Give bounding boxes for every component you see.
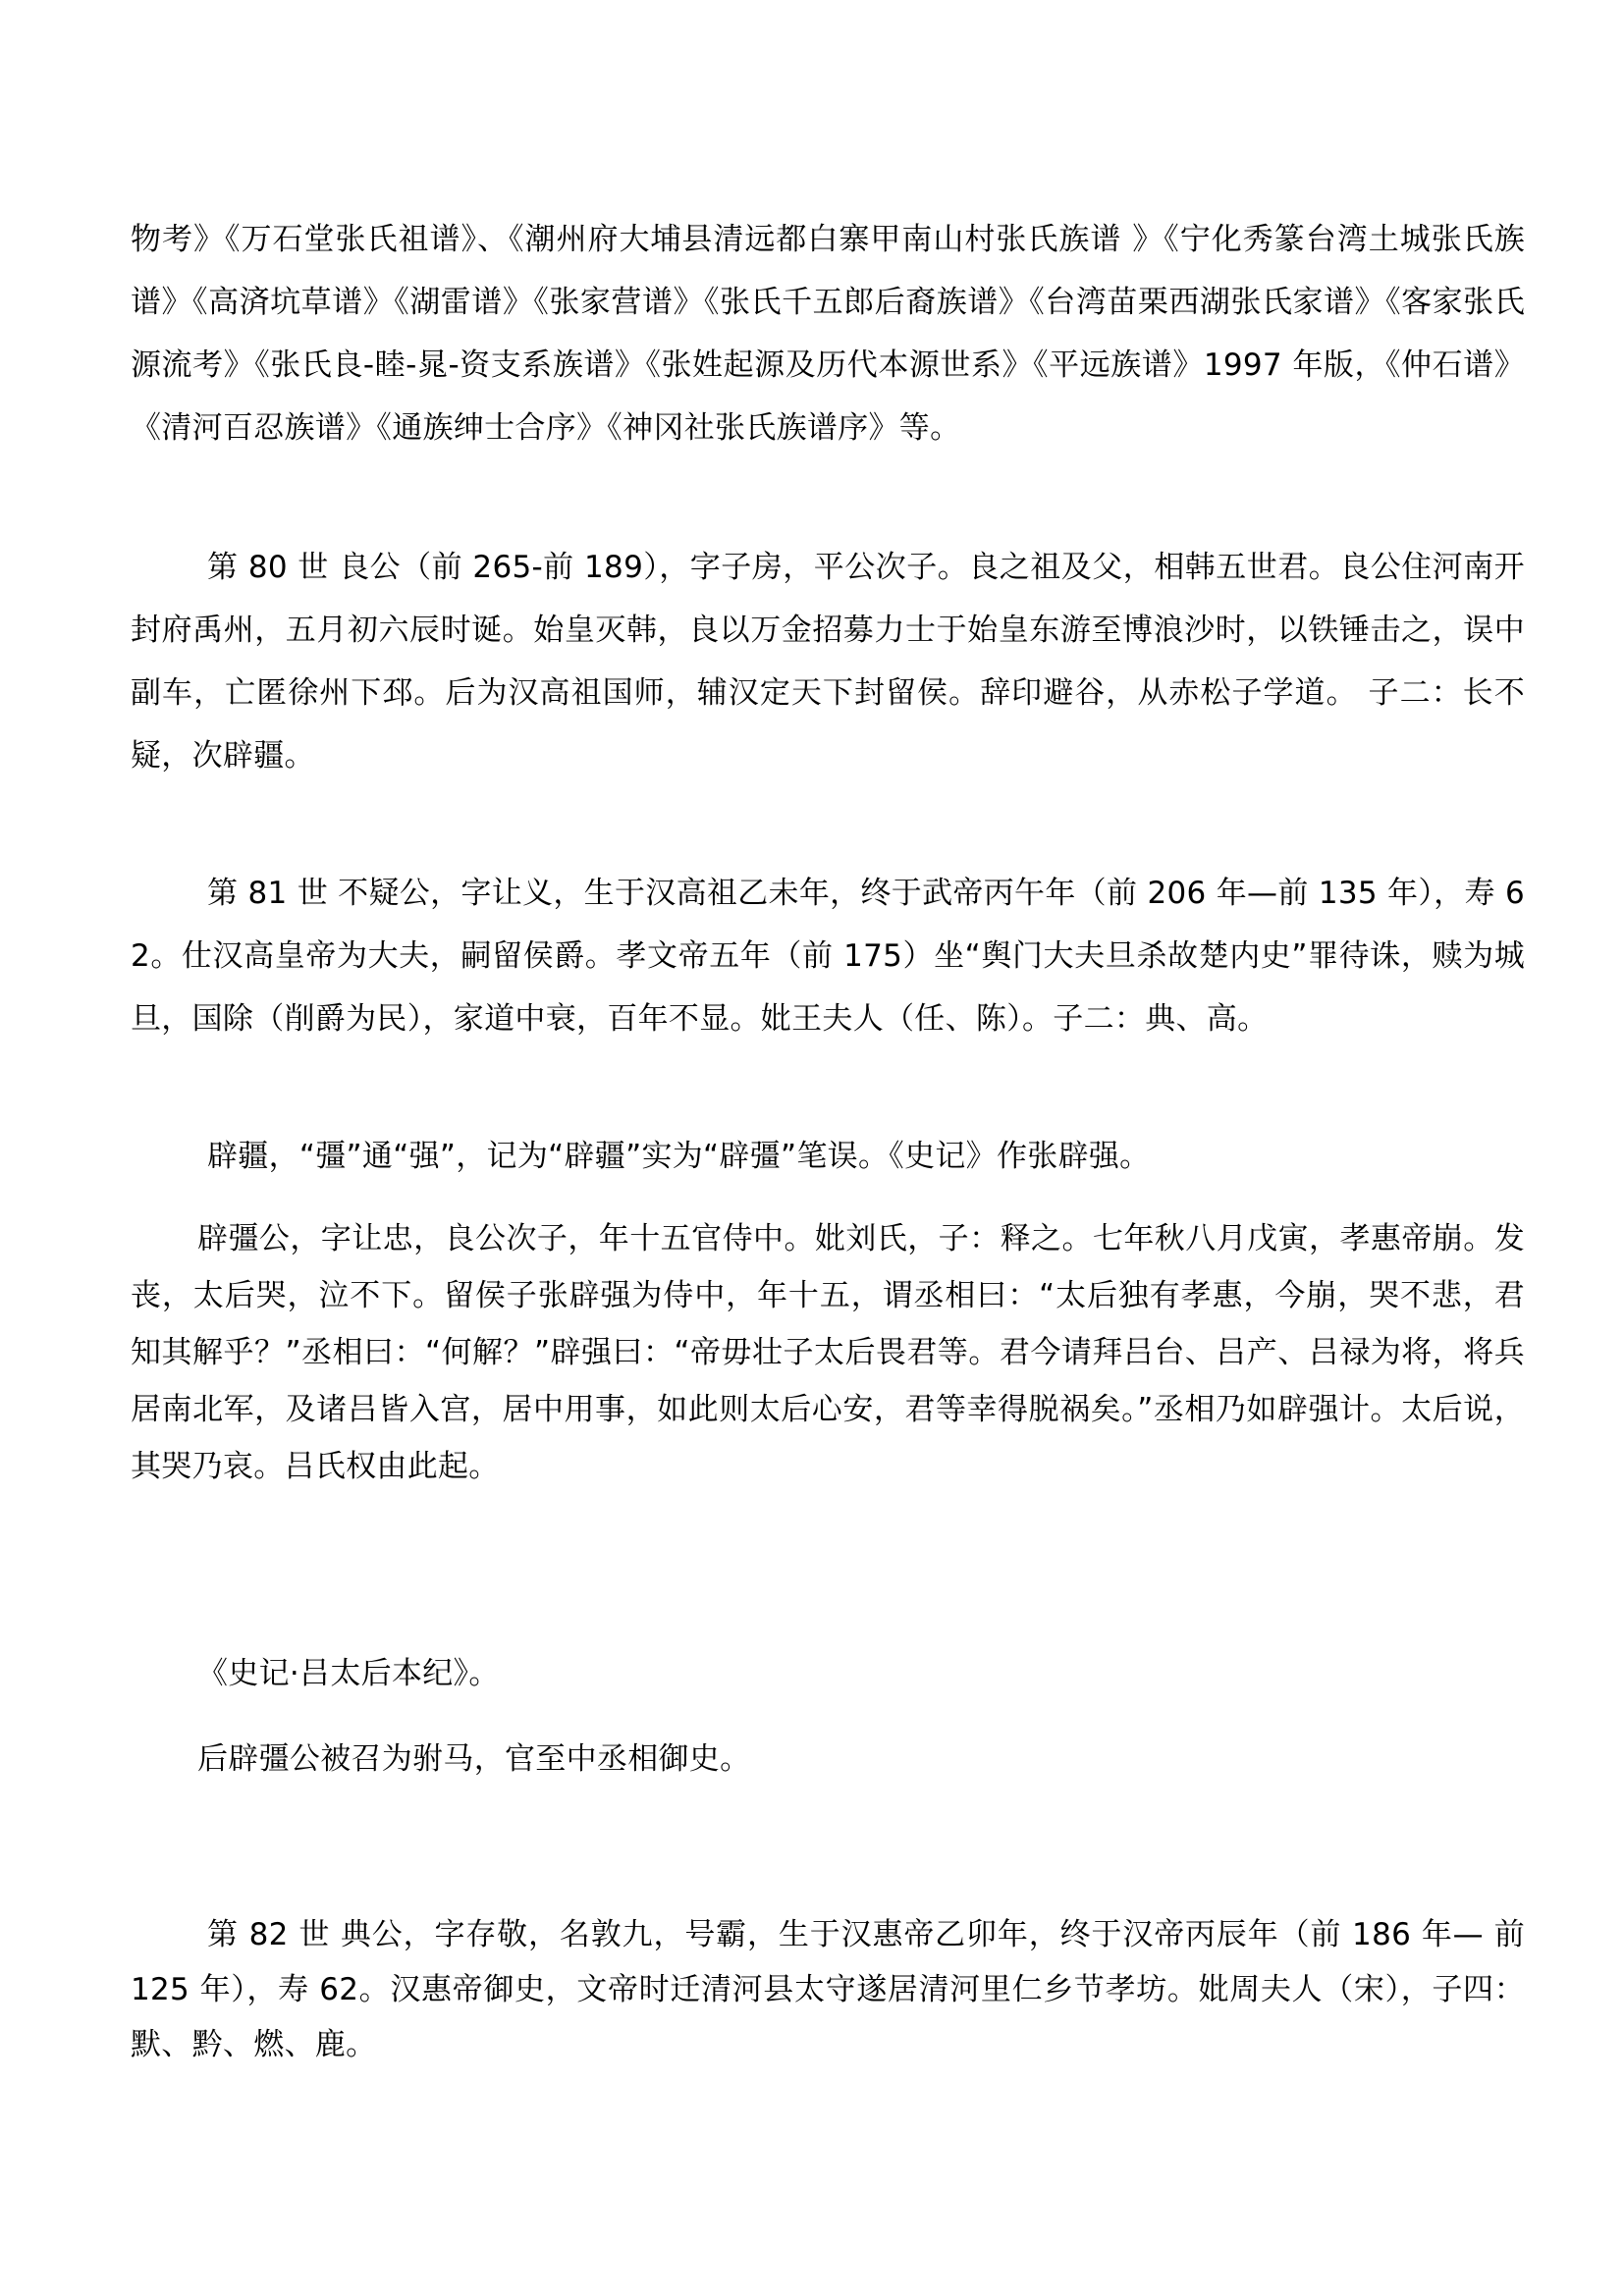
paragraph-generation-82: 第 82 世 典公，字存敬，名敦九，号霸，生于汉惠帝乙卯年，终于汉帝丙辰年（前 186 年— 前 125 年），寿 62。汉惠帝御史，文帝时迁清河县太守遂居清河里仁乡节孝坊。妣周夫人（宋），子四：默、黔、燃、鹿。 xyxy=(131,1917,1525,2062)
paragraph-piqiang-biography: 辟彊公，字让忠，良公次子，年十五官侍中。妣刘氏，子：释之。七年秋八月戊寅，孝惠帝崩。发丧，太后哭，泣不下。留侯子张辟强为侍中，年十五，谓丞相曰：“太后独有孝惠，今崩，哭不悲，君知其解乎？”丞相曰：“何解？”辟强曰：“帝毋壮子太后畏君等。君今请拜吕台、吕产、吕禄为将，将兵居南北军，及诸吕皆入宫，居中用事，如此则太后心安，君等幸得脱祸矣。”丞相乃如辟强计。太后说，其哭乃哀。吕氏权由此起。 xyxy=(131,1221,1525,1484)
paragraph-generation-80: 第 80 世 良公（前 265-前 189），字子房，平公次子。良之祖及父，相韩五世君。良公住河南开封府禹州，五月初六辰时诞。始皇灭韩，良以万金招募力士于始皇东游至博浪沙时，以铁锤击之，误中副车，亡匿徐州下邳。后为汉高祖国师，辅汉定天下封留侯。辞印避谷，从赤松子学道。 子二：长不疑，次辟疆。 xyxy=(131,550,1525,774)
paragraph-name-note: 辟疆，“彊”通“强”，记为“辟疆”实为“辟彊”笔误。《史记》作张辟强。 xyxy=(207,1139,1151,1174)
paragraph-later-career: 后辟彊公被召为驸马，官至中丞相御史。 xyxy=(197,1741,751,1777)
paragraph-citation: 《史记·吕太后本纪》。 xyxy=(197,1656,500,1691)
paragraph-genealogy-sources: 物考》《万石堂张氏祖谱》、《潮州府大埔县清远都白寨甲南山村张氏族谱 》《宁化秀篆台湾土城张氏族谱》《高済坑草谱》《湖雷谱》《张家营谱》《张氏千五郎后裔族谱》《台湾苗栗西湖张氏家谱》《客家张氏源流考》《张氏良-睦-晁-资支系族谱》《张姓起源及历代本源世系》《平远族谱》1997 年版，《仲石谱》《清河百忍族谱》《通族绅士合序》《神冈社张氏族谱序》等。 xyxy=(131,222,1525,446)
paragraph-generation-81: 第 81 世 不疑公，字让义，生于汉高祖乙未年，终于武帝丙午年（前 206 年—前 135 年），寿 62。仕汉高皇帝为大夫，嗣留侯爵。孝文帝五年（前 175）坐“舆门大夫旦杀故楚内史”罪待诛，赎为城旦，国除（削爵为民），家道中衰，百年不显。妣王夫人（任、陈）。子二：典、高。 xyxy=(131,876,1525,1037)
